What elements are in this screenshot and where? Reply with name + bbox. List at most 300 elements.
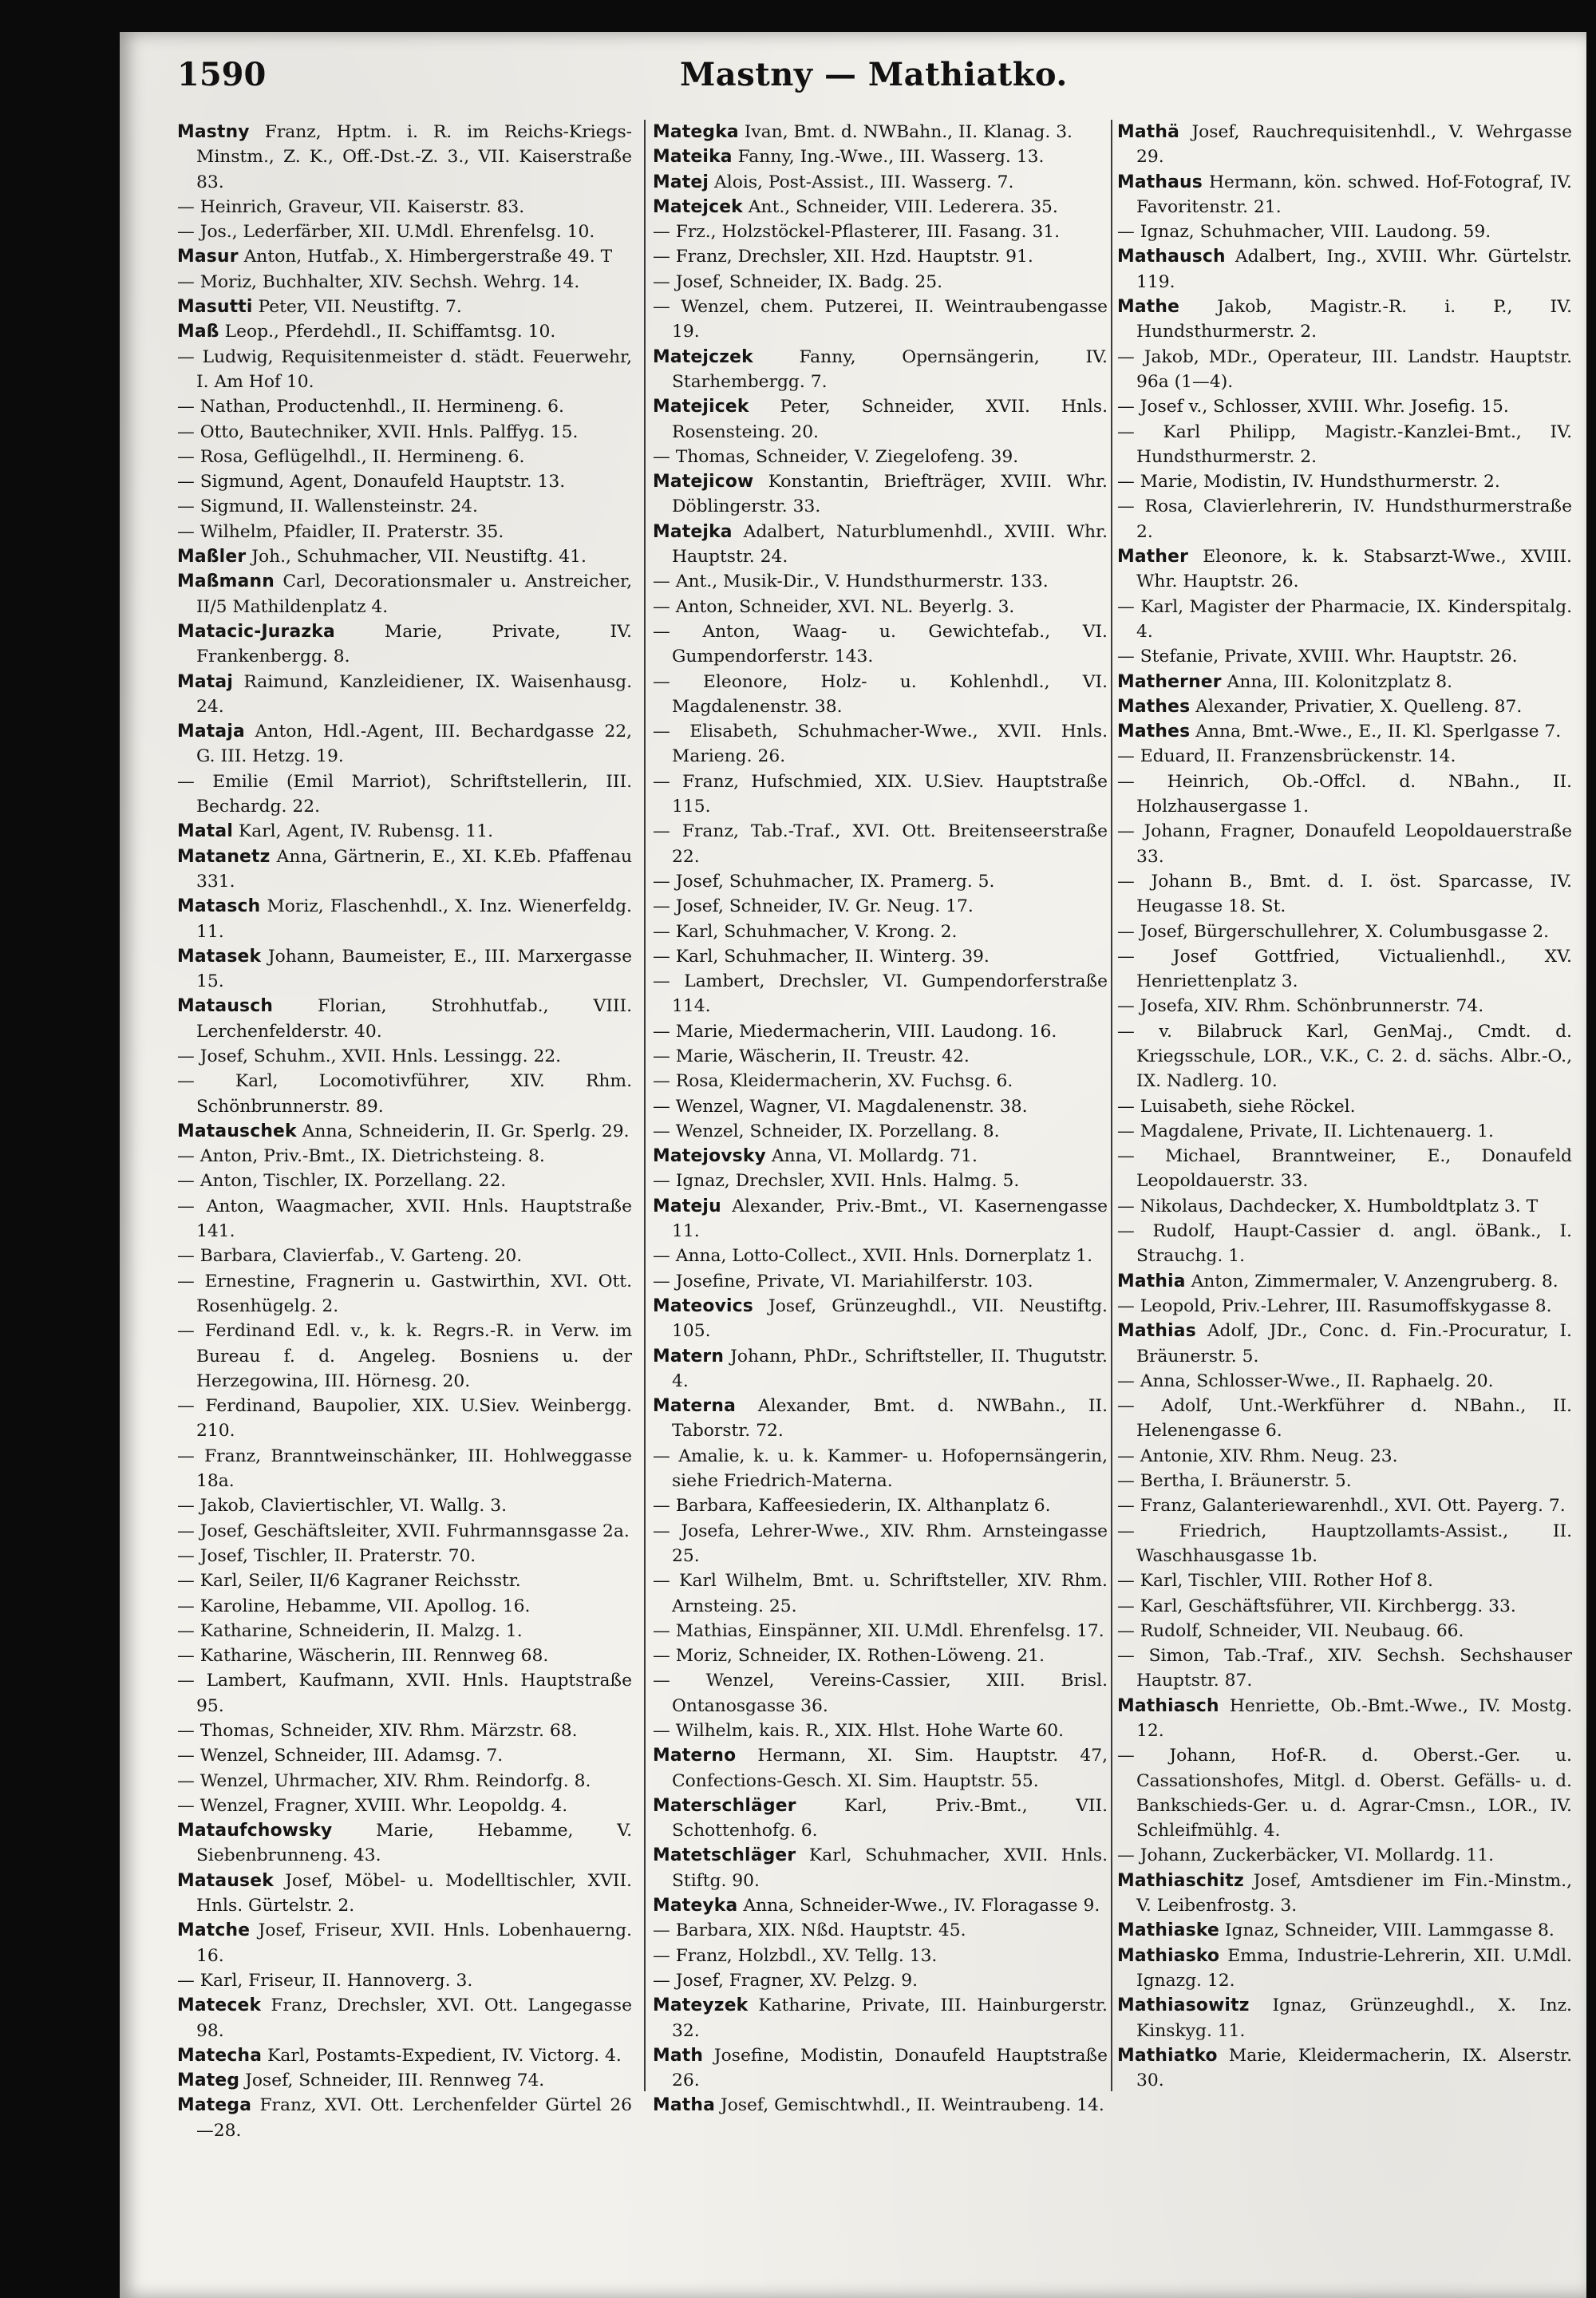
directory-entry bbox=[653, 969, 1108, 1019]
directory-entry bbox=[653, 1794, 1108, 1844]
entry-details: — Franz, Drechsler, XII. Hzd. Hauptstr. 91. bbox=[653, 247, 1033, 267]
directory-entry bbox=[177, 2043, 632, 2068]
entry-details: — Franz, Galanteriewarenhdl., XVI. Ott. Payerg. 7. bbox=[1117, 1496, 1566, 1517]
directory-entry bbox=[177, 1493, 632, 1518]
entry-surname: Matern bbox=[653, 1346, 725, 1367]
entry-details: — Nikolaus, Dachdecker, X. Humboldtplatz 3. T bbox=[1117, 1196, 1539, 1216]
directory-entry bbox=[177, 569, 632, 619]
entry-details: — Otto, Bautechniker, XVII. Hnls. Palffyg. 15. bbox=[177, 421, 579, 442]
entry-surname: Mataufchowsky bbox=[177, 1821, 333, 1841]
directory-entry bbox=[1117, 1568, 1572, 1593]
directory-entry bbox=[177, 195, 632, 220]
entry-details: — Friedrich, Hauptzollamts-Assist., II. Waschhausgasse 1b. bbox=[1117, 1521, 1572, 1566]
entry-details: Adolf, JDr., Conc. d. Fin.-Procuratur, I. Bräunerstr. 5. bbox=[1136, 1321, 1572, 1367]
directory-entry bbox=[653, 595, 1108, 619]
directory-entry bbox=[653, 195, 1108, 220]
directory-entry bbox=[653, 920, 1108, 944]
directory-entry bbox=[1117, 1019, 1572, 1094]
directory-entry bbox=[177, 120, 632, 195]
entry-details: — Wenzel, Schneider, III. Adamsg. 7. bbox=[177, 1746, 504, 1766]
directory-entry bbox=[177, 844, 632, 895]
entry-surname: Math bbox=[653, 2045, 704, 2066]
entry-surname: Mateika bbox=[653, 147, 733, 168]
directory-entry bbox=[177, 894, 632, 944]
entry-details: Hermann, XI. Sim. Hauptstr. 47, Confections-Gesch. XI. Sim. Hauptstr. 55. bbox=[672, 1746, 1108, 1791]
entry-details: Alois, Post-Assist., III. Wasserg. 7. bbox=[709, 172, 1014, 192]
directory-entry bbox=[177, 1244, 632, 1268]
directory-entry bbox=[653, 894, 1108, 919]
directory-entry bbox=[1117, 1918, 1572, 1943]
entry-surname: Mateovics bbox=[653, 1295, 753, 1316]
directory-entry bbox=[177, 445, 632, 469]
entry-details: — Franz, Tab.-Traf., XVI. Ott. Breitenseerstraße 22. bbox=[653, 821, 1108, 867]
entry-details: Konstantin, Briefträger, XVIII. Whr. Döblingerstr. 33. bbox=[672, 472, 1108, 517]
directory-entry bbox=[1117, 120, 1572, 170]
entry-details: — Anton, Waag- u. Gewichtefab., VI. Gumpendorferstr. 143. bbox=[653, 621, 1108, 667]
directory-entry bbox=[653, 719, 1108, 769]
entry-details: — Jakob, Claviertischler, VI. Wallg. 3. bbox=[177, 1496, 508, 1517]
directory-entry bbox=[653, 1993, 1108, 2043]
directory-entry bbox=[1117, 2043, 1572, 2094]
directory-entry bbox=[653, 120, 1108, 144]
entry-details: — Anna, Lotto-Collect., XVII. Hnls. Dornerplatz 1. bbox=[653, 1246, 1093, 1267]
directory-entry bbox=[1117, 1294, 1572, 1319]
directory-entry bbox=[177, 1568, 632, 1593]
entry-details: — Josefa, XIV. Rhm. Schönbrunnerstr. 74. bbox=[1117, 996, 1484, 1017]
entry-details: — Ant., Musik-Dir., V. Hundsthurmerstr. 133. bbox=[653, 572, 1049, 592]
entry-surname: Mateg bbox=[177, 2071, 240, 2091]
directory-entry bbox=[1117, 694, 1572, 719]
entry-surname: Masutti bbox=[177, 297, 253, 318]
entry-details: — Josef, Schneider, IV. Gr. Neug. 17. bbox=[653, 896, 974, 917]
entry-details: — Adolf, Unt.-Werkführer d. NBahn., II. Helenengasse 6. bbox=[1117, 1396, 1572, 1442]
entry-surname: Matasek bbox=[177, 946, 262, 967]
entry-surname: Matecha bbox=[177, 2045, 263, 2066]
entry-details: Peter, VII. Neustiftg. 7. bbox=[252, 297, 462, 318]
directory-entry bbox=[177, 1619, 632, 1643]
entry-details: — Ferdinand Edl. v., k. k. Regrs.-R. in Verw. im Bureau f. d. Angeleg. Bosniens u. der Herzegowina, III. Hörnesg. 20. bbox=[177, 1321, 632, 1391]
entry-details: — Rudolf, Schneider, VII. Neubaug. 66. bbox=[1117, 1620, 1464, 1641]
directory-entry bbox=[653, 1019, 1108, 1044]
directory-entry bbox=[1117, 1493, 1572, 1518]
entry-details: — Marie, Wäscherin, II. Treustr. 42. bbox=[653, 1046, 970, 1066]
directory-entry bbox=[1117, 1144, 1572, 1194]
entry-surname: Matejicek bbox=[653, 397, 749, 417]
directory-entry bbox=[177, 944, 632, 995]
directory-entry bbox=[653, 569, 1108, 594]
directory-entry bbox=[653, 1968, 1108, 1993]
entry-details: — Josef v., Schlosser, XVIII. Whr. Josefig. 15. bbox=[1117, 397, 1509, 417]
entry-details: — Josef Gottfried, Victualienhdl., XV. Henriettenplatz 3. bbox=[1117, 946, 1572, 992]
entry-surname: Matasch bbox=[177, 896, 261, 917]
directory-entry bbox=[177, 520, 632, 544]
directory-entry bbox=[177, 1968, 632, 1993]
entry-details: — Stefanie, Private, XVIII. Whr. Hauptstr. 26. bbox=[1117, 647, 1518, 667]
directory-entry bbox=[177, 1319, 632, 1394]
entry-details: — Katharine, Wäscherin, III. Rennweg 68. bbox=[177, 1646, 549, 1667]
directory-entry bbox=[177, 1743, 632, 1768]
entry-surname: Mataj bbox=[177, 671, 233, 692]
entry-details: — Michael, Branntweiner, E., Donaufeld Leopoldauerstr. 33. bbox=[1117, 1146, 1572, 1192]
entry-details: — Karl, Friseur, II. Hannoverg. 3. bbox=[177, 1970, 473, 1991]
directory-entry bbox=[1117, 1369, 1572, 1394]
entry-details: Anton, Hdl.-Agent, III. Bechardgasse 22, G. III. Hetzg. 19. bbox=[196, 722, 632, 767]
entry-details: Adalbert, Ing., XVIII. Whr. Gürtelstr. 119. bbox=[1136, 247, 1572, 292]
entry-surname: Mathiaske bbox=[1117, 1920, 1219, 1941]
directory-entry bbox=[177, 1169, 632, 1193]
entry-details: Ignaz, Schneider, VIII. Lammgasse 8. bbox=[1219, 1920, 1555, 1941]
entry-details: Anna, Gärtnerin, E., XI. K.Eb. Pfaffenau 331. bbox=[196, 846, 632, 892]
directory-entry bbox=[1117, 719, 1572, 744]
entry-surname: Mategka bbox=[653, 122, 739, 142]
directory-entry bbox=[177, 270, 632, 295]
directory-entry bbox=[653, 1944, 1108, 1968]
entry-details: — Ignaz, Drechsler, XVII. Hnls. Halmg. 5. bbox=[653, 1171, 1020, 1192]
entry-details: Franz, Hptm. i. R. im Reichs-Kriegs-Minstm., Z. K., Off.-Dst.-Z. 3., VII. Kaiserstraße 83. bbox=[196, 122, 632, 192]
entry-surname: Maßler bbox=[177, 547, 247, 568]
entry-details: — Wenzel, Wagner, VI. Magdalenenstr. 38. bbox=[653, 1096, 1028, 1117]
entry-surname: Matha bbox=[653, 2095, 716, 2116]
entry-details: — Karl, Magister der Pharmacie, IX. Kinderspitalg. 4. bbox=[1117, 596, 1572, 642]
entry-details: Ignaz, Grünzeughdl., X. Inz. Kinskyg. 11. bbox=[1136, 1995, 1572, 2041]
entry-details: Florian, Strohhutfab., VIII. Lerchenfelderstr. 40. bbox=[196, 996, 632, 1042]
entry-details: — Nathan, Productenhdl., II. Hermineng. 6. bbox=[177, 397, 564, 417]
directory-entry bbox=[1117, 1594, 1572, 1619]
entry-surname: Materna bbox=[653, 1396, 736, 1417]
directory-entry bbox=[177, 1544, 632, 1568]
entry-details: Moriz, Flaschenhdl., X. Inz. Wienerfeldg. 11. bbox=[196, 896, 632, 942]
directory-entry bbox=[653, 1244, 1108, 1268]
entry-details: — Eleonore, Holz- u. Kohlenhdl., VI. Magdalenenstr. 38. bbox=[653, 671, 1108, 717]
entry-details: Adalbert, Naturblumenhdl., XVIII. Whr. Hauptstr. 24. bbox=[672, 521, 1108, 568]
entry-details: — Sigmund, Agent, Donaufeld Hauptstr. 13. bbox=[177, 472, 566, 492]
directory-entry bbox=[177, 1519, 632, 1544]
entry-details: — Marie, Miedermacherin, VIII. Laudong. 16. bbox=[653, 1021, 1057, 1042]
directory-entry bbox=[177, 1769, 632, 1794]
entry-details: — Jakob, MDr., Operateur, III. Landstr. Hauptstr. 96a (1—4). bbox=[1117, 346, 1572, 392]
entry-details: — Thomas, Schneider, V. Ziegelofeng. 39. bbox=[653, 446, 1019, 467]
directory-entry bbox=[653, 1743, 1108, 1794]
entry-details: Josef, Gemischtwhdl., II. Weintraubeng. 14. bbox=[715, 2095, 1104, 2116]
directory-entry bbox=[653, 769, 1108, 820]
entry-details: — Wilhelm, Pfaidler, II. Praterstr. 35. bbox=[177, 521, 504, 542]
directory-entry bbox=[177, 619, 632, 670]
directory-entry bbox=[1117, 1869, 1572, 1919]
directory-entry bbox=[1117, 394, 1572, 419]
entry-surname: Matanetz bbox=[177, 846, 271, 867]
entry-surname: Maßmann bbox=[177, 572, 275, 592]
entry-details: Franz, Drechsler, XVI. Ott. Langegasse 98. bbox=[196, 1995, 632, 2041]
entry-details: Alexander, Bmt. d. NWBahn., II. Taborstr. 72. bbox=[672, 1396, 1108, 1442]
directory-entry bbox=[653, 1294, 1108, 1344]
directory-entry bbox=[1117, 1319, 1572, 1369]
directory-entry bbox=[177, 345, 632, 395]
entry-details: Josef, Friseur, XVII. Hnls. Lobenhauerng. 16. bbox=[196, 1920, 632, 1966]
entry-details: — Moriz, Buchhalter, XIV. Sechsh. Wehrg. 14. bbox=[177, 271, 580, 292]
directory-entry bbox=[177, 1794, 632, 1818]
directory-entry bbox=[177, 1194, 632, 1244]
entry-details: — Franz, Branntweinschänker, III. Hohlweggasse 18a. bbox=[177, 1446, 632, 1492]
entry-details: — Karl, Tischler, VIII. Rother Hof 8. bbox=[1117, 1571, 1433, 1592]
directory-entry bbox=[1117, 469, 1572, 494]
directory-column-1 bbox=[177, 120, 632, 2141]
entry-details: — Anna, Schlosser-Wwe., II. Raphaelg. 20. bbox=[1117, 1370, 1494, 1391]
entry-details: Franz, XVI. Ott. Lerchenfelder Gürtel 26—28. bbox=[196, 2095, 632, 2141]
directory-entry bbox=[653, 1394, 1108, 1444]
entry-details: Josef, Schneider, III. Rennweg 74. bbox=[239, 2071, 545, 2091]
entry-details: Josef, Grünzeughdl., VII. Neustiftg. 105. bbox=[672, 1295, 1108, 1342]
directory-entry bbox=[1117, 1194, 1572, 1219]
entry-details: Fanny, Ing.-Wwe., III. Wasserg. 13. bbox=[732, 147, 1045, 168]
entry-details: — Johann, Fragner, Donaufeld Leopoldauerstraße 33. bbox=[1117, 821, 1572, 867]
entry-details: — Ernestine, Fragnerin u. Gastwirthin, XVI. Ott. Rosenhügelg. 2. bbox=[177, 1271, 632, 1316]
directory-entry bbox=[1117, 769, 1572, 820]
directory-entry bbox=[1117, 544, 1572, 595]
directory-entry bbox=[653, 1493, 1108, 1518]
directory-entry bbox=[653, 944, 1108, 969]
directory-entry bbox=[653, 1918, 1108, 1943]
entry-surname: Mathiasch bbox=[1117, 1695, 1219, 1716]
entry-details: Josef, Möbel- u. Modelltischler, XVII. Hnls. Gürtelstr. 2. bbox=[196, 1870, 632, 1916]
directory-entry bbox=[177, 469, 632, 494]
entry-surname: Matega bbox=[177, 2095, 252, 2116]
entry-details: — Anton, Schneider, XVI. NL. Beyerlg. 3. bbox=[653, 596, 1015, 617]
entry-details: Anna, Schneiderin, II. Gr. Sperlg. 29. bbox=[296, 1121, 630, 1141]
directory-entry bbox=[1117, 1119, 1572, 1144]
entry-details: — Karl, Schuhmacher, II. Winterg. 39. bbox=[653, 946, 990, 967]
entry-details: — Josef, Fragner, XV. Pelzg. 9. bbox=[653, 1970, 918, 1991]
directory-entry bbox=[1117, 1219, 1572, 1269]
entry-details: Alexander, Priv.-Bmt., VI. Kasernengasse 11. bbox=[672, 1196, 1108, 1242]
entry-details: — Rosa, Clavierlehrerin, IV. Hundsthurmerstraße 2. bbox=[1117, 496, 1572, 542]
entry-details: Josefine, Modistin, Donaufeld Hauptstraße 26. bbox=[672, 2045, 1108, 2091]
directory-entry bbox=[1117, 345, 1572, 395]
entry-surname: Mathaus bbox=[1117, 172, 1203, 192]
entry-details: — Wenzel, Uhrmacher, XIV. Rhm. Reindorfg. 8. bbox=[177, 1770, 591, 1791]
entry-details: Henriette, Ob.-Bmt.-Wwe., IV. Mostg. 12. bbox=[1136, 1695, 1572, 1741]
entry-surname: Matecek bbox=[177, 1995, 262, 2016]
entry-details: Eleonore, k. k. Stabsarzt-Wwe., XVIII. Whr. Hauptstr. 26. bbox=[1136, 547, 1572, 592]
entry-details: — Eduard, II. Franzensbrückenstr. 14. bbox=[1117, 746, 1456, 767]
entry-surname: Masur bbox=[177, 247, 239, 267]
directory-entry bbox=[177, 1119, 632, 1144]
entry-surname: Mathes bbox=[1117, 722, 1191, 742]
page-number: 1590 bbox=[177, 56, 267, 93]
directory-entry bbox=[653, 670, 1108, 720]
directory-entry bbox=[177, 769, 632, 820]
directory-entry bbox=[1117, 1944, 1572, 1994]
entry-details: Karl, Agent, IV. Rubensg. 11. bbox=[233, 821, 494, 842]
directory-entry bbox=[177, 1668, 632, 1719]
entry-details: — Ferdinand, Baupolier, XIX. U.Siev. Weinbergg. 210. bbox=[177, 1396, 632, 1442]
entry-details: — Mathias, Einspänner, XII. U.Mdl. Ehrenfelsg. 17. bbox=[653, 1620, 1104, 1641]
directory-entry bbox=[177, 295, 632, 319]
directory-entry bbox=[1117, 1694, 1572, 1744]
directory-entry bbox=[653, 445, 1108, 469]
directory-entry bbox=[1117, 1269, 1572, 1294]
entry-details: — Sigmund, II. Wallensteinstr. 24. bbox=[177, 496, 478, 517]
directory-entry bbox=[177, 1144, 632, 1169]
directory-entry bbox=[653, 220, 1108, 244]
directory-entry bbox=[177, 819, 632, 844]
directory-entry bbox=[1117, 244, 1572, 295]
directory-entry bbox=[177, 1643, 632, 1668]
entry-surname: Matausch bbox=[177, 996, 274, 1017]
entry-surname: Matche bbox=[177, 1920, 251, 1941]
entry-details: Anton, Hutfab., X. Himbergerstraße 49. T bbox=[238, 247, 613, 267]
directory-entry bbox=[653, 619, 1108, 670]
directory-entry bbox=[653, 1144, 1108, 1169]
entry-details: Anna, Bmt.-Wwe., E., II. Kl. Sperlgasse 7. bbox=[1190, 722, 1562, 742]
entry-details: — Wenzel, Vereins-Cassier, XIII. Brisl. Ontanosgasse 36. bbox=[653, 1671, 1108, 1716]
directory-entry bbox=[177, 544, 632, 569]
directory-entry bbox=[653, 170, 1108, 195]
entry-surname: Matejicow bbox=[653, 472, 754, 492]
entry-details: — Josef, Bürgerschullehrer, X. Columbusgasse 2. bbox=[1117, 921, 1550, 942]
entry-details: — Josefa, Lehrer-Wwe., XIV. Rhm. Arnsteingasse 25. bbox=[653, 1521, 1108, 1566]
entry-details: — Barbara, Kaffeesiederin, IX. Althanplatz 6. bbox=[653, 1496, 1051, 1517]
entry-details: — Leopold, Priv.-Lehrer, III. Rasumoffskygasse 8. bbox=[1117, 1295, 1552, 1316]
column-rule bbox=[644, 120, 646, 2091]
entry-details: — Ignaz, Schuhmacher, VIII. Laudong. 59. bbox=[1117, 222, 1491, 243]
directory-entry bbox=[1117, 1094, 1572, 1119]
directory-entry bbox=[177, 1594, 632, 1619]
entry-details: — Wenzel, chem. Putzerei, II. Weintraubengasse 19. bbox=[653, 297, 1108, 342]
directory-entry bbox=[653, 1119, 1108, 1144]
directory-entry bbox=[653, 345, 1108, 395]
entry-details: — Barbara, XIX. Nßd. Hauptstr. 45. bbox=[653, 1920, 966, 1941]
directory-entry bbox=[1117, 1843, 1572, 1868]
directory-entry bbox=[653, 819, 1108, 869]
directory-entry bbox=[177, 1269, 632, 1319]
entry-surname: Materno bbox=[653, 1746, 737, 1766]
entry-details: — Jos., Lederfärber, XII. U.Mdl. Ehrenfelsg. 10. bbox=[177, 222, 595, 243]
directory-entry bbox=[653, 2093, 1108, 2118]
entry-details: — Josef, Schuhm., XVII. Hnls. Lessingg. 22. bbox=[177, 1046, 562, 1066]
entry-details: — Bertha, I. Bräunerstr. 5. bbox=[1117, 1471, 1352, 1492]
entry-surname: Mastny bbox=[177, 122, 250, 142]
entry-details: — Josefine, Private, VI. Mariahilferstr. 103. bbox=[653, 1271, 1033, 1291]
entry-details: — Luisabeth, siehe Röckel. bbox=[1117, 1096, 1356, 1117]
directory-entry bbox=[1117, 220, 1572, 244]
directory-entry bbox=[177, 1719, 632, 1743]
directory-entry bbox=[1117, 1743, 1572, 1843]
entry-details: — Anton, Waagmacher, XVII. Hnls. Hauptstraße 141. bbox=[177, 1196, 632, 1242]
entry-details: Alexander, Privatier, X. Quelleng. 87. bbox=[1190, 696, 1523, 717]
entry-details: — Rosa, Geflügelhdl., II. Hermineng. 6. bbox=[177, 446, 525, 467]
directory-entry bbox=[653, 1719, 1108, 1743]
directory-entry bbox=[653, 144, 1108, 169]
entry-details: Josef, Amtsdiener im Fin.-Minstm., V. Leibenfrostg. 3. bbox=[1136, 1870, 1572, 1916]
directory-entry bbox=[653, 469, 1108, 520]
entry-details: — Johann, Hof-R. d. Oberst.-Ger. u. Cassationshofes, Mitgl. d. Oberst. Gefälls- u. d. Bankschieds-Ger. u. d. Agrar-Cmsn., LOR., IV. Schleifmühlg. 4. bbox=[1117, 1746, 1572, 1841]
directory-entry bbox=[177, 220, 632, 244]
entry-details: Karl, Schuhmacher, XVII. Hnls. Stiftg. 90. bbox=[672, 1845, 1108, 1891]
entry-details: — Rudolf, Haupt-Cassier d. angl. öBank., I. Strauchg. 1. bbox=[1117, 1221, 1572, 1267]
directory-entry bbox=[653, 1094, 1108, 1119]
entry-surname: Mathiatko bbox=[1117, 2045, 1218, 2066]
entry-details: — Karl, Locomotivführer, XIV. Rhm. Schönbrunnerstr. 89. bbox=[177, 1071, 632, 1117]
entry-surname: Matetschläger bbox=[653, 1845, 796, 1866]
entry-surname: Mateyka bbox=[653, 1896, 738, 1916]
entry-details: Raimund, Kanzleidiener, IX. Waisenhausg. 24. bbox=[196, 671, 632, 717]
entry-surname: Matejcek bbox=[653, 196, 743, 217]
directory-entry bbox=[177, 1444, 632, 1494]
directory-entry bbox=[653, 520, 1108, 570]
entry-details: Katharine, Private, III. Hainburgerstr. 32. bbox=[672, 1995, 1108, 2041]
entry-details: Marie, Private, IV. Frankenbergg. 8. bbox=[196, 621, 632, 667]
directory-entry bbox=[653, 244, 1108, 269]
entry-details: — Wenzel, Fragner, XVIII. Whr. Leopoldg. 4. bbox=[177, 1795, 568, 1816]
entry-details: Emma, Industrie-Lehrerin, XII. U.Mdl. Ignazg. 12. bbox=[1136, 1945, 1572, 1991]
entry-details: — Karl, Seiler, II/6 Kagraner Reichsstr. bbox=[177, 1571, 521, 1592]
directory-entry bbox=[1117, 670, 1572, 694]
directory-entry bbox=[1117, 494, 1572, 544]
directory-entry bbox=[653, 1044, 1108, 1069]
entry-details: — Karl Wilhelm, Bmt. u. Schriftsteller, XIV. Rhm. Arnsteing. 25. bbox=[653, 1571, 1108, 1616]
entry-details: — Marie, Modistin, IV. Hundsthurmerstr. 2. bbox=[1117, 472, 1500, 492]
entry-surname: Mathes bbox=[1117, 696, 1191, 717]
entry-details: — Lambert, Drechsler, VI. Gumpendorferstraße 114. bbox=[653, 971, 1108, 1017]
directory-entry bbox=[177, 1044, 632, 1069]
entry-surname: Mather bbox=[1117, 547, 1189, 568]
directory-entry bbox=[177, 1918, 632, 1968]
entry-details: — v. Bilabruck Karl, GenMaj., Cmdt. d. Kriegsschule, LOR., V.K., C. 2. d. sächs. Albr.-O., IX. Nadlerg. 10. bbox=[1117, 1021, 1572, 1092]
entry-details: — Wilhelm, kais. R., XIX. Hlst. Hohe Warte 60. bbox=[653, 1721, 1064, 1741]
column-rule bbox=[1111, 120, 1112, 2091]
entry-details: Ivan, Bmt. d. NWBahn., II. Klanag. 3. bbox=[738, 122, 1073, 142]
directory-entry bbox=[177, 1869, 632, 1919]
directory-entry bbox=[653, 1069, 1108, 1094]
entry-surname: Mathä bbox=[1117, 122, 1180, 142]
entry-surname: Mathe bbox=[1117, 297, 1180, 318]
entry-surname: Matauschek bbox=[177, 1121, 297, 1141]
directory-entry bbox=[653, 1843, 1108, 1893]
directory-entry bbox=[653, 1269, 1108, 1294]
directory-entry bbox=[1117, 170, 1572, 220]
entry-surname: Matej bbox=[653, 172, 709, 192]
entry-details: — Franz, Hufschmied, XIX. U.Siev. Hauptstraße 115. bbox=[653, 771, 1108, 817]
directory-entry bbox=[177, 1394, 632, 1444]
directory-entry bbox=[653, 1619, 1108, 1643]
entry-details: — Karl, Schuhmacher, V. Krong. 2. bbox=[653, 921, 958, 942]
entry-surname: Mathiasko bbox=[1117, 1945, 1220, 1966]
entry-details: — Anton, Priv.-Bmt., IX. Dietrichsteing. 8. bbox=[177, 1146, 545, 1167]
entry-surname: Mathausch bbox=[1117, 247, 1226, 267]
entry-details: Anna, Schneider-Wwe., IV. Floragasse 9. bbox=[737, 1896, 1100, 1916]
directory-entry bbox=[177, 2068, 632, 2093]
entry-details: Johann, Baumeister, E., III. Marxergasse 15. bbox=[196, 946, 632, 992]
directory-entry bbox=[177, 2093, 632, 2143]
entry-details: Anna, III. Kolonitzplatz 8. bbox=[1221, 671, 1453, 692]
entry-surname: Matal bbox=[177, 821, 233, 842]
directory-entry bbox=[653, 1194, 1108, 1244]
directory-entry bbox=[177, 394, 632, 419]
entry-surname: Mathia bbox=[1117, 1271, 1186, 1291]
entry-details: — Simon, Tab.-Traf., XIV. Sechsh. Sechshauser Hauptstr. 87. bbox=[1117, 1646, 1572, 1691]
directory-entry bbox=[1117, 994, 1572, 1018]
directory-entry bbox=[1117, 1993, 1572, 2043]
entry-details: — Josef, Tischler, II. Praterstr. 70. bbox=[177, 1545, 476, 1566]
directory-entry bbox=[653, 1169, 1108, 1193]
directory-entry bbox=[177, 494, 632, 519]
directory-entry bbox=[653, 1444, 1108, 1494]
entry-details: Carl, Decorationsmaler u. Anstreicher, II/5 Mathildenplatz 4. bbox=[196, 572, 632, 617]
directory-entry bbox=[177, 1069, 632, 1119]
entry-details: — Anton, Tischler, IX. Porzellang. 22. bbox=[177, 1171, 507, 1192]
entry-details: — Ludwig, Requisitenmeister d. städt. Feuerwehr, I. Am Hof 10. bbox=[177, 346, 632, 392]
entry-details: — Amalie, k. u. k. Kammer- u. Hofopernsängerin, siehe Friedrich-Materna. bbox=[653, 1446, 1108, 1492]
